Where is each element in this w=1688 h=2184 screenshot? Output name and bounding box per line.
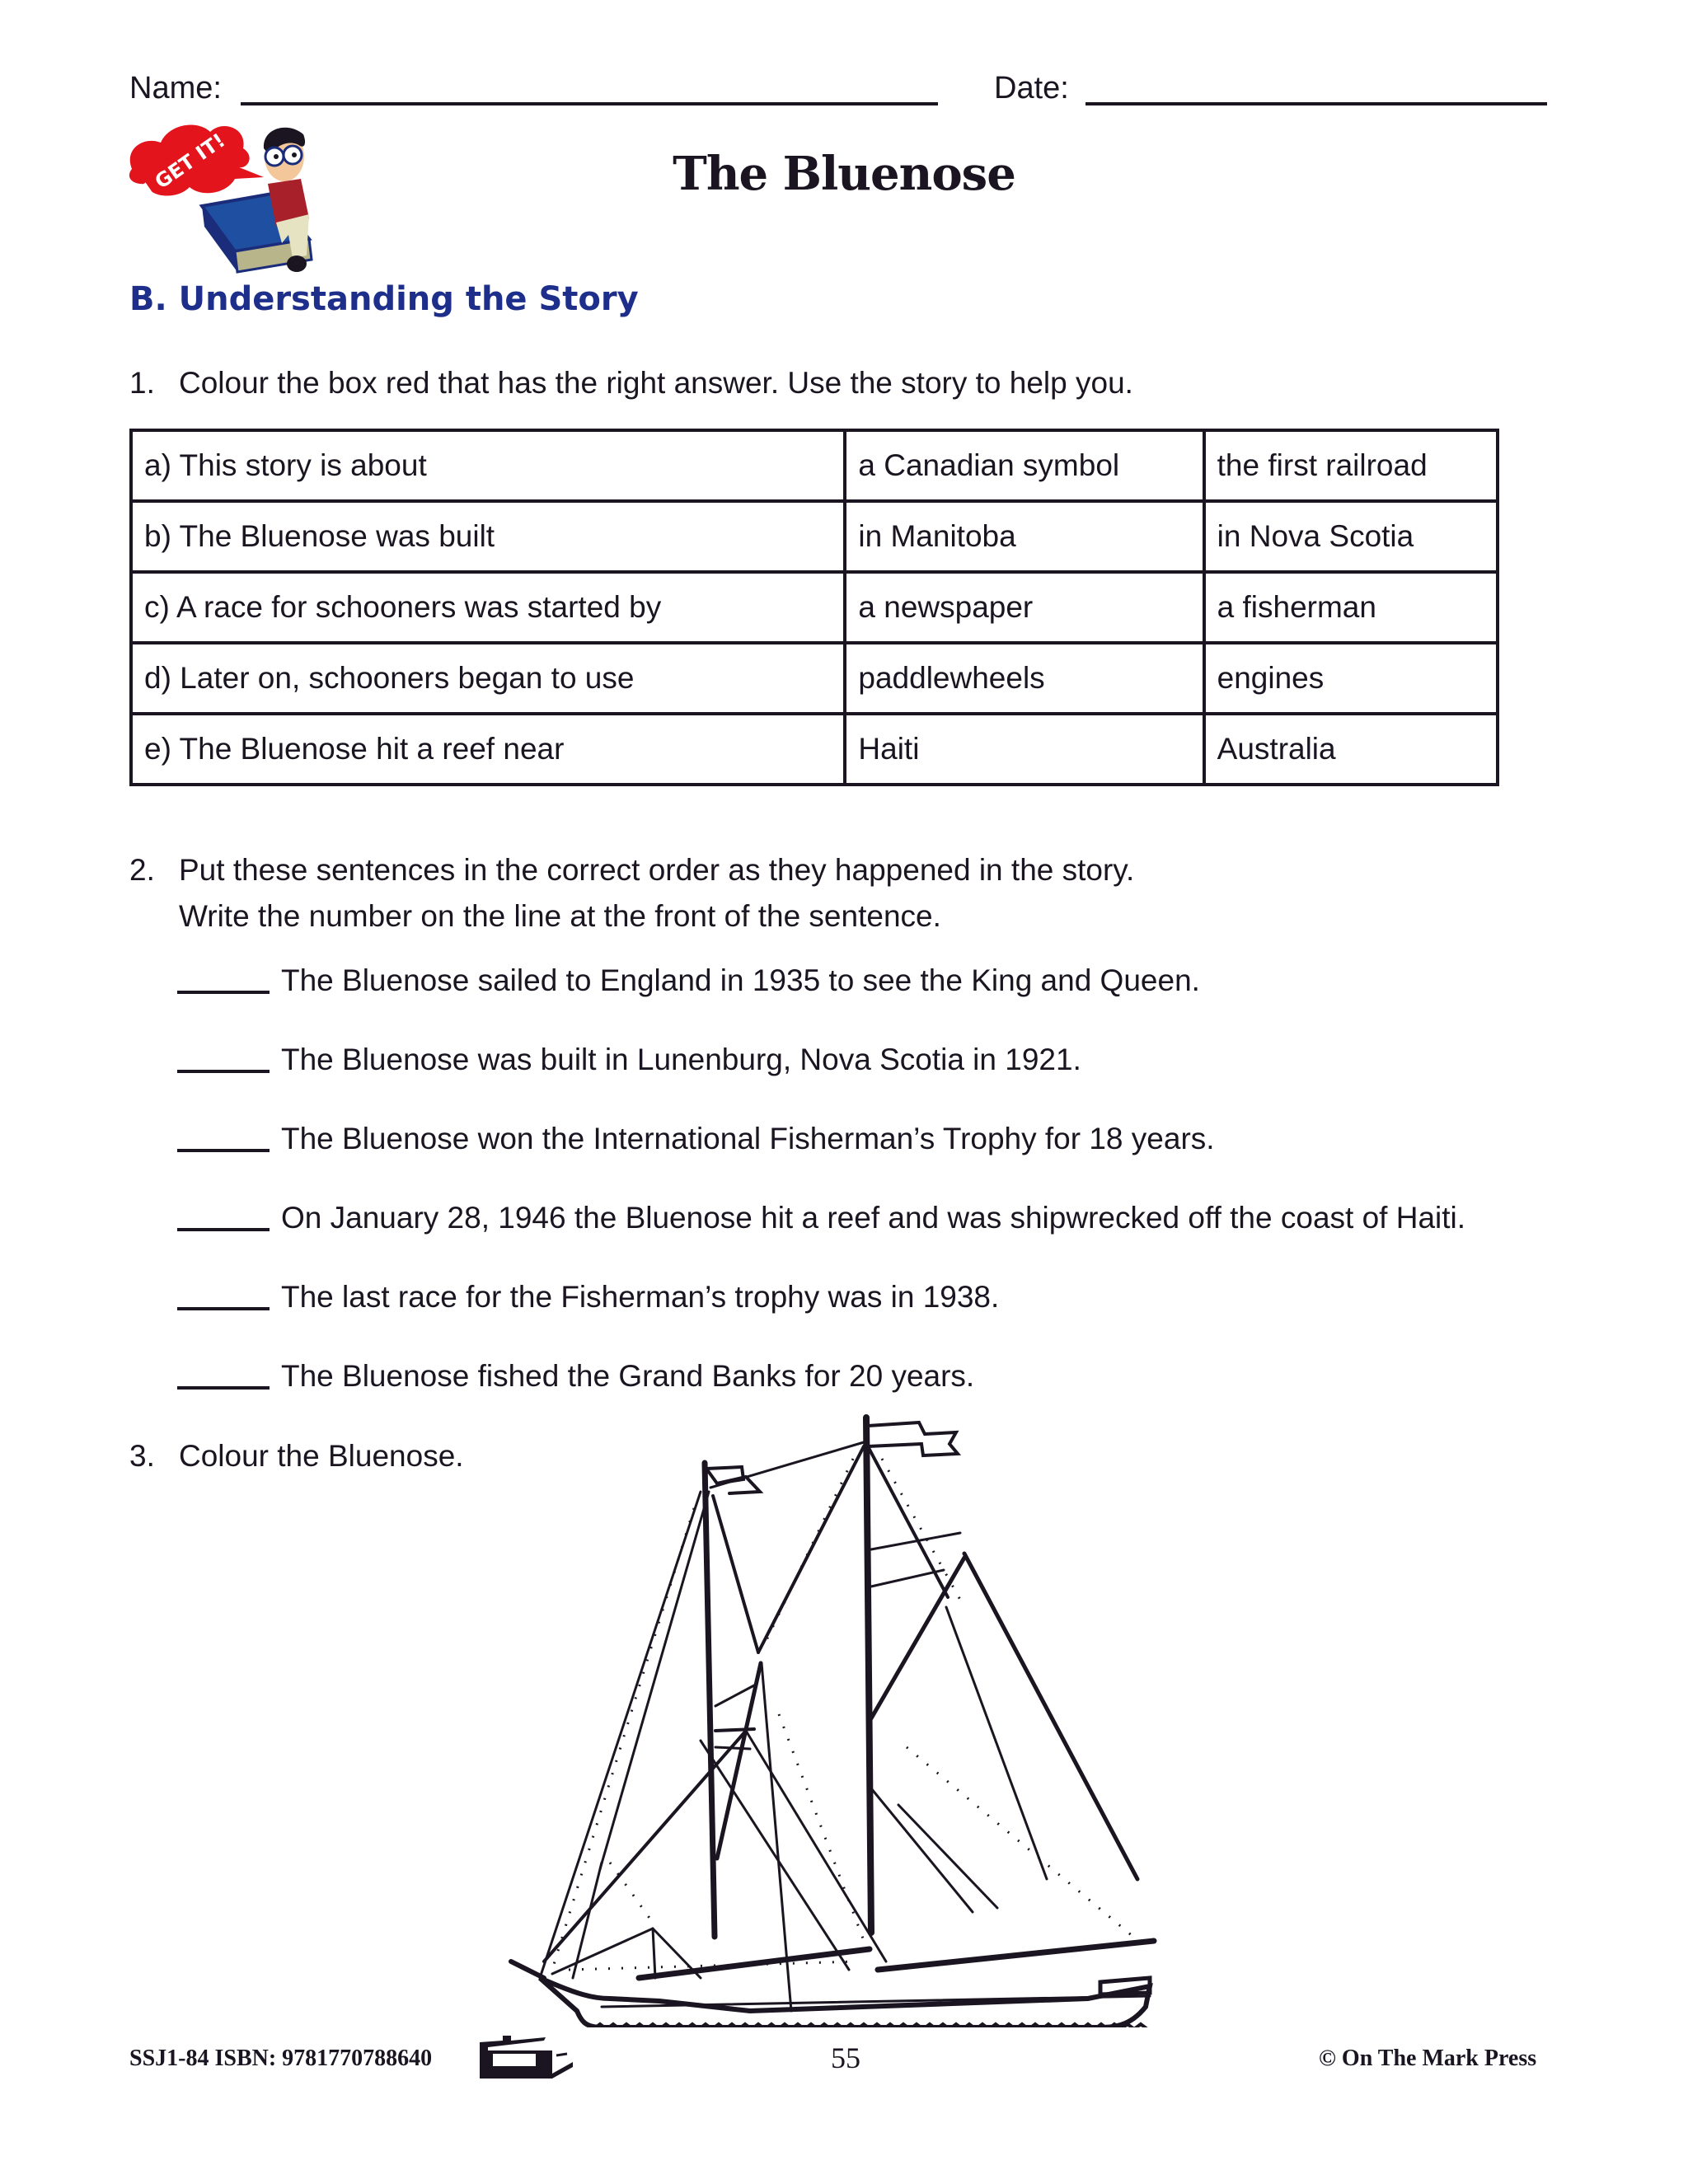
table-row <box>131 643 1498 714</box>
sentence-text: On January 28, 1946 the Bluenose hit a reef and was shipwrecked off the coast of Haiti. <box>281 1201 1466 1235</box>
order-blank[interactable] <box>177 1149 270 1152</box>
answer-box[interactable]: in Manitoba <box>845 501 1203 572</box>
date-label: Date: <box>994 71 1069 105</box>
order-blank[interactable] <box>177 1070 270 1073</box>
table-row <box>131 501 1498 572</box>
sentence-text: The Bluenose sailed to England in 1935 to see the King and Queen. <box>281 963 1200 997</box>
order-blank[interactable] <box>177 1307 270 1310</box>
page-number: 55 <box>831 2041 860 2074</box>
question-1-number: 1. <box>129 366 155 400</box>
list-item <box>177 1202 1465 1233</box>
answer-box[interactable]: engines <box>1204 643 1498 714</box>
table-row <box>131 430 1498 501</box>
order-blank[interactable] <box>177 1228 270 1231</box>
sentence-text: The Bluenose was built in Lunenburg, Nova Scotia in 1921. <box>281 1043 1081 1076</box>
list-item <box>177 965 1200 996</box>
section-heading: B. Understanding the Story <box>129 280 639 318</box>
answer-box[interactable]: the first railroad <box>1204 430 1498 501</box>
question-2-number: 2. <box>129 853 155 887</box>
row-prompt: a) This story is about <box>131 430 845 501</box>
answer-box[interactable]: a newspaper <box>845 572 1203 643</box>
bubble-text: I GET IT! <box>138 129 230 202</box>
date-field[interactable] <box>1085 102 1547 105</box>
name-field[interactable] <box>241 102 938 105</box>
copyright: © On The Mark Press <box>1319 2046 1537 2071</box>
answer-box[interactable]: in Nova Scotia <box>1204 501 1498 572</box>
footer-code: SSJ1-84 ISBN: 9781770788640 <box>129 2046 433 2071</box>
question-2-text: Put these sentences in the correct order as they happened in the story. <box>179 853 1135 887</box>
row-prompt: c) A race for schooners was started by <box>131 572 845 643</box>
answer-box[interactable]: a Canadian symbol <box>845 430 1203 501</box>
answer-table <box>129 429 1499 786</box>
name-label: Name: <box>129 71 222 105</box>
answer-box[interactable]: Australia <box>1204 714 1498 785</box>
table-row <box>131 572 1498 643</box>
answer-box[interactable]: Haiti <box>845 714 1203 785</box>
question-2-instruction: Write the number on the line at the front of the sentence. <box>179 899 941 933</box>
row-prompt: e) The Bluenose hit a reef near <box>131 714 845 785</box>
question-3-text: Colour the Bluenose. <box>179 1439 464 1473</box>
row-prompt: b) The Bluenose was built <box>131 501 845 572</box>
sentence-text: The Bluenose fished the Grand Banks for 20 years. <box>281 1359 975 1393</box>
schooner-drawing[interactable] <box>404 1401 1236 2027</box>
answer-box[interactable]: paddlewheels <box>845 643 1203 714</box>
photocopier-icon <box>478 2034 577 2082</box>
sentence-text: The last race for the Fisherman’s trophy was in 1938. <box>281 1280 1000 1314</box>
answer-box[interactable]: a fisherman <box>1204 572 1498 643</box>
table-row <box>131 714 1498 785</box>
row-prompt: d) Later on, schooners began to use <box>131 643 845 714</box>
list-item <box>177 1123 1215 1154</box>
order-blank[interactable] <box>177 1386 270 1390</box>
list-item <box>177 1282 999 1312</box>
ship-icon <box>511 1418 1154 2027</box>
order-blank[interactable] <box>177 991 270 994</box>
sentence-text: The Bluenose won the International Fisherman’s Trophy for 18 years. <box>281 1122 1215 1155</box>
question-3-number: 3. <box>129 1439 155 1473</box>
list-item <box>177 1361 974 1391</box>
page-title: The Bluenose <box>673 147 1015 201</box>
question-1-text: Colour the box red that has the right answer. Use the story to help you. <box>179 366 1133 400</box>
list-item <box>177 1044 1081 1075</box>
